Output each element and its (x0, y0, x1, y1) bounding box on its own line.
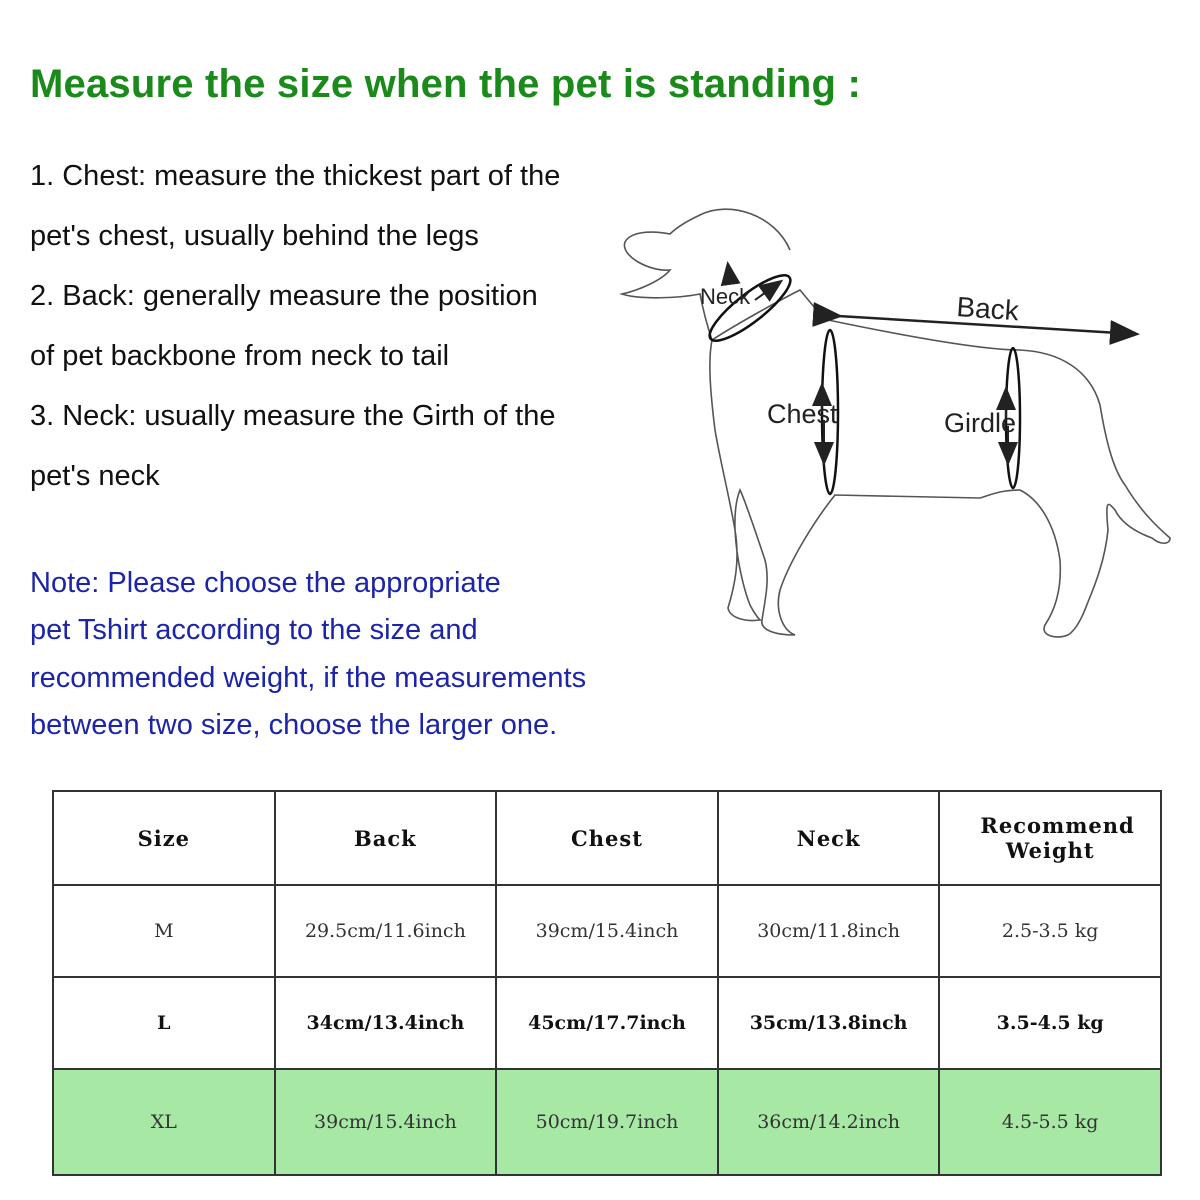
table-row (53, 1069, 1161, 1175)
table-row (53, 977, 1161, 1069)
instruction-line: 2. Back: generally measure the position (30, 280, 538, 312)
cell-size: M (53, 885, 275, 977)
page-title: Measure the size when the pet is standing : (30, 62, 861, 106)
cell-neck: 36cm/14.2inch (718, 1069, 940, 1175)
instruction-line: 1. Chest: measure the thickest part of the (30, 160, 561, 192)
cell-chest: 39cm/15.4inch (496, 885, 718, 977)
header-back: Back (275, 791, 497, 885)
dog-outline (622, 209, 1170, 637)
instruction-line: pet's neck (30, 460, 160, 492)
instruction-line: pet's chest, usually behind the legs (30, 220, 479, 252)
cell-weight: 4.5-5.5 kg (939, 1069, 1161, 1175)
instruction-line: 3. Neck: usually measure the Girth of the (30, 400, 556, 432)
note-line: pet Tshirt according to the size and (30, 614, 478, 646)
instruction-line: of pet backbone from neck to tail (30, 340, 450, 372)
cell-weight: 3.5-4.5 kg (939, 977, 1161, 1069)
cell-chest: 45cm/17.7inch (496, 977, 718, 1069)
cell-neck: 30cm/11.8inch (718, 885, 940, 977)
header-size: Size (53, 791, 275, 885)
note-line: Note: Please choose the appropriate (30, 567, 501, 599)
cell-back: 29.5cm/11.6inch (275, 885, 497, 977)
cell-neck: 35cm/13.8inch (718, 977, 940, 1069)
chest-label: Chest (767, 399, 838, 429)
neck-label: Neck (700, 284, 751, 309)
header-weight: Recommend Weight (939, 791, 1161, 885)
cell-size: XL (53, 1069, 275, 1175)
note-line: between two size, choose the larger one. (30, 709, 558, 741)
cell-chest: 50cm/19.7inch (496, 1069, 718, 1175)
neck-arrow (728, 265, 730, 280)
table-header-row (53, 791, 1161, 885)
cell-back: 34cm/13.4inch (275, 977, 497, 1069)
girdle-label: Girdle (944, 408, 1017, 438)
header-neck: Neck (718, 791, 940, 885)
cell-weight: 2.5-3.5 kg (939, 885, 1161, 977)
cell-size: L (53, 977, 275, 1069)
size-chart-table (52, 790, 1162, 1176)
header-chest: Chest (496, 791, 718, 885)
cell-back: 39cm/15.4inch (275, 1069, 497, 1175)
dog-measurement-diagram (600, 190, 1190, 650)
back-label: Back (955, 291, 1020, 327)
note-line: recommended weight, if the measurements (30, 662, 587, 694)
table-row (53, 885, 1161, 977)
